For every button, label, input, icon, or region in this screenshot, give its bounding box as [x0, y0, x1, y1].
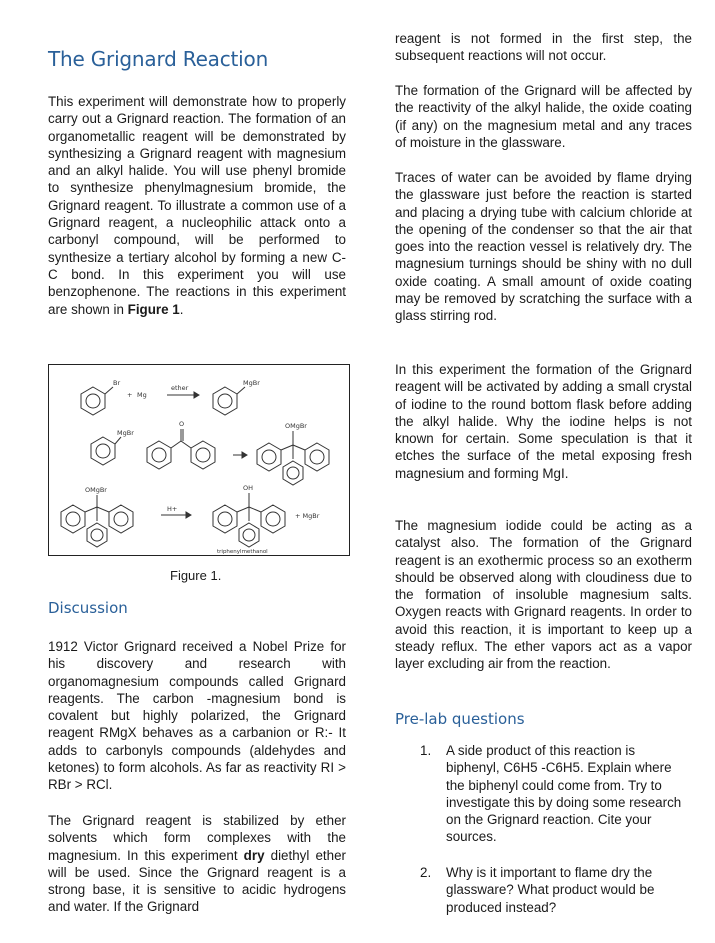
reaction-scheme — [49, 365, 349, 555]
benzene-ring — [109, 505, 133, 533]
benzene-ring — [213, 387, 237, 415]
benzene-ring — [61, 505, 85, 533]
prelab-heading: Pre-lab questions — [395, 710, 525, 728]
benzene-ring — [261, 505, 285, 533]
right-text-2: Traces of water can be avoided by flame drying the glassware just before the reaction is started and placing a drying tube with calcium chloride at the opening of the condenser so that the air that goes into the reaction vessel is relatively dry. The magnesium turnings should be shiny with no dull oxide coating. A small amount of oxide coating may be removed by scratching the surface with a glass stirring rod. — [395, 170, 692, 324]
label-ether: ether — [171, 384, 189, 392]
prelab-question-2 — [420, 864, 692, 916]
prelab-question-1 — [420, 742, 692, 846]
aromatic-circle — [86, 394, 100, 408]
discussion-text-2a: The Grignard reagent is stabilized by ether solvents which form complexes with the magnesium. In this experiment — [48, 813, 346, 863]
discussion-paragraph-1 — [48, 638, 346, 794]
right-text-3: In this experiment the formation of the Grignard reagent will be activated by adding a small crystal of iodine to the round bottom flask before adding the alkyl halide. Why the iodine helps is not known for certain. Some speculation is that it etches the surface of the metal exposing fresh magnesium and forming MgI. — [395, 362, 692, 481]
benzene-ring — [213, 505, 237, 533]
label-h-plus: H+ — [167, 505, 178, 513]
dry-emphasis: dry — [243, 847, 265, 863]
label-plus-mg: + — [127, 391, 133, 399]
label-product: triphenylmethanol — [217, 549, 268, 555]
question-text-2: Why is it important to flame dry the glassware? What product would be produced instead? — [446, 865, 655, 915]
reaction-scheme-figure — [48, 364, 350, 556]
figure-reference: Figure 1 — [127, 301, 180, 317]
label-oh: OH — [243, 484, 254, 492]
benzene-ring — [87, 523, 107, 547]
benzene-ring — [305, 443, 329, 471]
discussion-text-2b: diethyl ether will be used. Since the Grignard reagent is a strong base, it is sensitive to acidic hydrogens and water. If the Grignard — [48, 847, 346, 915]
right-paragraph-4 — [395, 517, 692, 673]
label-omgbr: OMgBr — [285, 422, 307, 430]
discussion-paragraph-2 — [48, 812, 346, 916]
right-paragraph-2 — [395, 169, 692, 325]
label-o: O — [179, 420, 185, 428]
discussion-heading: Discussion — [48, 599, 128, 617]
benzene-ring — [191, 441, 215, 469]
question-number-2: 2. — [420, 865, 432, 880]
intro-text-end: . — [179, 301, 184, 317]
intro-paragraph — [48, 93, 346, 318]
label-plus-mgbr: + MgBr — [295, 512, 320, 520]
discussion-text-1: 1912 Victor Grignard received a Nobel Prize for his discovery and research with organomagnesium compounds called Grignard reagents. The carbon -magnesium bond is covalent but highly polarized, the Grignard reagent RMgX behaves as a carbanion or R:- It adds to carbonyls compounds (aldehydes and ketones) to form alcohols. As far as reactivity RI > RBr > RCl. — [48, 639, 346, 793]
question-text-1: A side product of this reaction is biphenyl, C6H5 -C6H5. Explain where the biphenyl could come from. Try to investigate this by doing some research on the Grignard reaction. Cite your sources. — [446, 743, 682, 845]
right-text-0: reagent is not formed in the first step, the subsequent reactions will not occur. — [395, 31, 692, 64]
intro-text: This experiment will demonstrate how to properly carry out a Grignard reaction. The formation of an organometallic reagent will be demonstrated by synthesizing a Grignard reagent with magnesium and an alkyl halide. You will use phenyl bromide to synthesize phenylmagnesium bromide, the Grignard reagent. To illustrate a common use of a Grignard reagent, a nucleophilic attack onto a carbonyl compound, will be performed to synthesize a tertiary alcohol by forming a new C-C bond. In this experiment you will use benzophenone. The reactions in this experiment are shown in — [48, 94, 346, 317]
right-text-1: The formation of the Grignard will be affected by the reactivity of the alkyl halide, the oxide coating (if any) on the magnesium metal and any traces of moisture in the glassware. — [395, 83, 692, 150]
page-title: The Grignard Reaction — [48, 47, 269, 71]
label-mgbr: MgBr — [243, 379, 260, 387]
right-paragraph-3 — [395, 361, 692, 482]
right-text-4: The magnesium iodide could be acting as a catalyst also. The formation of the Grignard reagent is an exothermic process so an exotherm should be observed along with cloudiness due to the formation of insoluble magnesium salts. Oxygen reacts with Grignard reagents. In order to avoid this reaction, it is important to keep up a steady reflux. The ether vapors act as a vapor layer excluding air from the reaction. — [395, 518, 692, 672]
benzene-ring — [239, 523, 259, 547]
label-mg: Mg — [137, 391, 147, 399]
label-mgbr-2: MgBr — [117, 429, 134, 437]
benzene-ring — [147, 441, 171, 469]
right-paragraph-0 — [395, 30, 692, 65]
right-paragraph-1 — [395, 82, 692, 151]
benzene-ring — [91, 437, 115, 465]
benzene-ring — [81, 387, 105, 415]
benzene-ring — [283, 461, 303, 485]
benzene-ring — [257, 443, 281, 471]
figure-caption: Figure 1. — [170, 568, 222, 583]
label-br: Br — [113, 379, 121, 387]
question-number-1: 1. — [420, 743, 432, 758]
label-omgbr-2: OMgBr — [85, 486, 107, 494]
